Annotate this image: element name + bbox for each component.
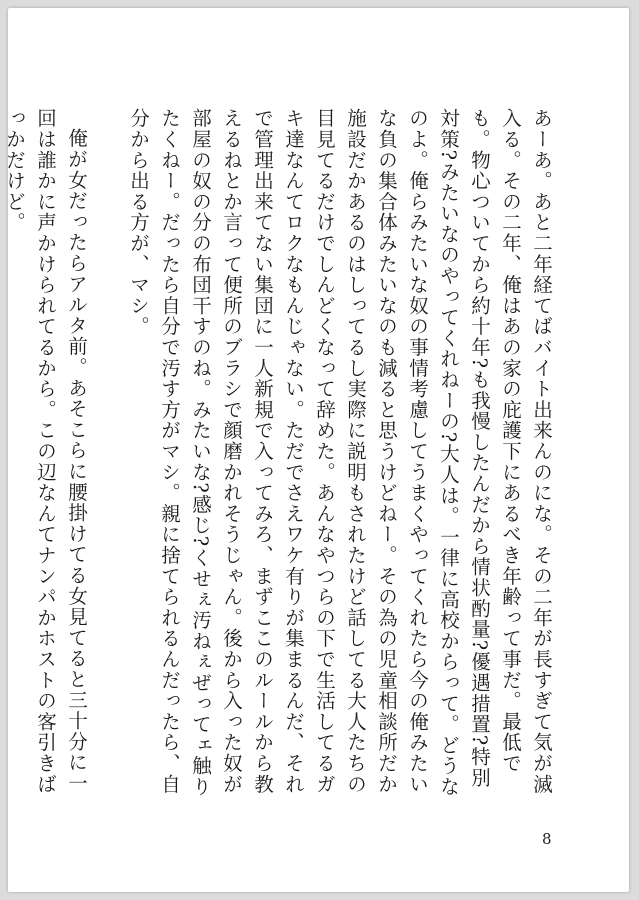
paragraph-gap bbox=[92, 108, 123, 808]
paragraph-2: 俺が女だったらアルタ前。あそこらに腰掛けてる女見てると三十分に一回は誰かに声かけられてるから。この辺なんてナンパかホストの客引きばっかだけど。 bbox=[3, 108, 88, 795]
book-page bbox=[3, 8, 629, 892]
page-number: 8 bbox=[542, 830, 552, 848]
vertical-text-body bbox=[0, 108, 557, 808]
paragraph-1: あーあ。あと二年経てばバイト出来んのにな。その二年が長すぎて気が滅入る。その二年、俺はあの家の庇護下にあるべき年齢って事だ。最低でも。物心ついてから約十年?も我慢したんだから情状酌量?優遇措置?特別対策?みたいなのやってくれねーの?大人は。一律に高校からって。どうなのよ。俺らみたいな奴の事情考慮してうまくやってくれたら今の俺みたいな負の集合体みたいなのも減ると思うけどねー。その為の児童相談所だか施設だかあるのはしってるし実際に説明もされたけど話してる大人たちの目見てるだけでしんどくなって辞めた。あんなやつらの下で生活してるガキ達なんてロクなもんじゃない。ただでさえワケ有りが集まるんだ、それで管理出来てない集団に一人新規で入ってみろ、まずここのルールから教えるねとか言って便所のブラシで顔磨かれそうじゃん。後から入った奴が部屋の奴の分の布団干すのね。みたいな?感じ?くせぇ汚ねぇぜってェ触りたくねー。だったら自分で汚す方がマシ。親に捨てられるんだったら、自分から出る方が、マシ。 bbox=[127, 108, 553, 798]
